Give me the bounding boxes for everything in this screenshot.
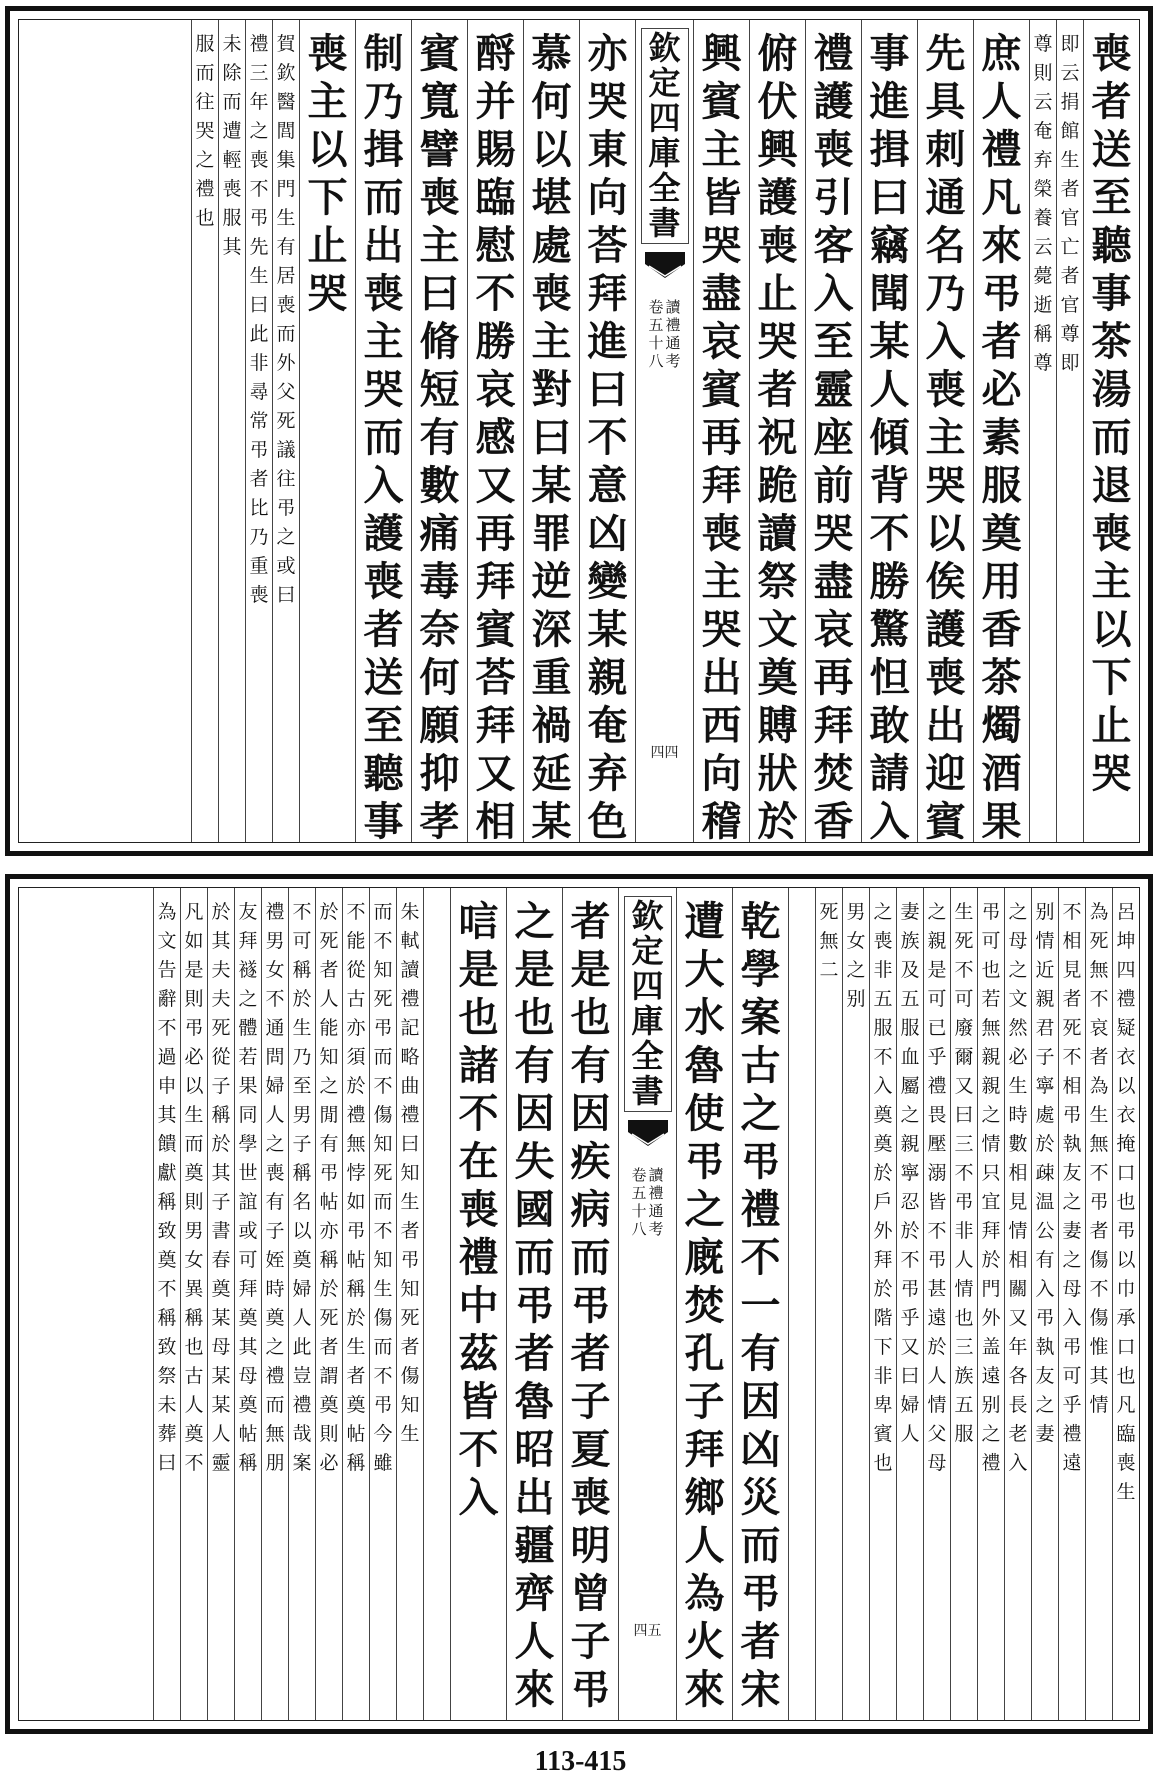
annotation-column: 死 無 二 [815, 888, 842, 1720]
main-text-column: 庶 人 禮 凡 來 弔 者 必 素 服 奠 用 香 茶 燭 酒 果 [973, 20, 1029, 842]
blank-column [423, 888, 450, 1720]
volume-label [648, 298, 680, 370]
main-text-column: 賓 寬 譬 喪 主 曰 脩 短 有 數 痛 毒 奈 何 願 抑 孝 [411, 20, 467, 842]
annotation-column: 服 而 往 哭 之 禮 也 [191, 20, 218, 842]
annotation-column: 即 云 捐 館 生 者 官 亡 者 官 尊 即 [1056, 20, 1083, 842]
page-reference: 113-415 [534, 1746, 627, 1777]
main-text-column: 乾 學 案 古 之 弔 禮 不 一 有 因 凶 災 而 弔 者 宋 [732, 888, 788, 1720]
annotation-column: 之 喪 非 五 服 不 入 奠 奠 於 戶 外 拜 於 階 下 非 卑 賓 也 [869, 888, 896, 1720]
annotation-column: 為 文 告 辭 不 過 申 其 饋 獻 稱 致 奠 不 稱 致 祭 未 葬 曰 [153, 888, 180, 1720]
annotation-column: 於 其 夫 夫 死 從 子 稱 於 其 子 書 春 奠 某 母 某 某 人 靈 [207, 888, 234, 1720]
annotation-column: 男 女 之 别 [842, 888, 869, 1720]
annotation-column: 妻 族 及 五 服 血 屬 之 親 寧 忍 於 不 弔 乎 又 曰 婦 人 [896, 888, 923, 1720]
main-text-column: 事 進 揖 曰 竊 聞 某 人 傾 背 不 勝 驚 怛 敢 請 入 [861, 20, 917, 842]
annotation-column: 凡 如 是 則 弔 必 以 生 而 奠 則 男 女 異 稱 也 古 人 奠 不 [180, 888, 207, 1720]
annotation-column: 禮 男 女 不 通 問 婦 人 之 喪 有 子 姪 時 奠 之 禮 而 無 朋 [261, 888, 288, 1720]
main-text-column: 者 是 也 有 因 疾 病 而 弔 者 子 夏 喪 明 曾 子 弔 [562, 888, 618, 1720]
annotation-column: 别 情 近 親 君 子 寧 處 於 疎 温 公 有 入 弔 執 友 之 妻 [1031, 888, 1058, 1720]
annotation-column: 友 拜 襚 之 體 若 果 同 學 世 誼 或 可 拜 奠 其 母 奠 帖 稱 [234, 888, 261, 1720]
annotation-column: 未 除 而 遭 輕 喪 服 其 [218, 20, 245, 842]
annotation-column: 而 不 知 死 弔 而 不 傷 知 死 而 不 知 生 傷 而 不 弔 今 雖 [369, 888, 396, 1720]
annotation-column: 之 親 是 可 已 乎 禮 畏 壓 溺 皆 不 弔 甚 遠 於 人 情 父 母 [923, 888, 950, 1720]
volume-label [631, 1166, 663, 1238]
center-fold-band [635, 20, 693, 842]
main-text-column: 興 賓 主 皆 哭 盡 哀 賓 再 拜 喪 主 哭 出 西 向 稽 [693, 20, 749, 842]
main-text-column: 制 乃 揖 而 出 喪 主 哭 而 入 護 喪 者 送 至 聽 事 [355, 20, 411, 842]
lower-page-columns [18, 887, 1140, 1721]
annotation-column: 禮 三 年 之 喪 不 弔 先 生 曰 此 非 尋 常 弔 者 比 乃 重 喪 [245, 20, 272, 842]
annotation-column: 為 死 無 不 哀 者 為 生 無 不 弔 者 傷 不 傷 惟 其 情 [1085, 888, 1112, 1720]
annotation-column: 之 母 之 文 然 必 生 時 數 相 見 情 相 關 又 年 各 長 老 入 [1004, 888, 1031, 1720]
annotation-column: 不 能 從 古 亦 須 於 禮 無 悖 如 弔 帖 稱 於 生 者 奠 帖 稱 [342, 888, 369, 1720]
main-text-column: 亦 哭 東 向 荅 拜 進 曰 不 意 凶 變 某 親 奄 弃 色 [579, 20, 635, 842]
annotation-column: 朱 軾 讀 禮 記 略 曲 禮 曰 知 生 者 弔 知 死 者 傷 知 生 [396, 888, 423, 1720]
annotation-column: 生 死 不 可 廢 爾 又 曰 三 不 弔 非 人 情 也 三 族 五 服 [950, 888, 977, 1720]
center-fold-band [618, 888, 676, 1720]
main-text-column: 喪 主 以 下 止 哭 [299, 20, 355, 842]
volume-chapter: 卷 五 十 八 [648, 298, 664, 370]
fishtail-mark-icon [626, 1118, 670, 1148]
main-text-column: 喪 者 送 至 聽 事 茶 湯 而 退 喪 主 以 下 止 哭 [1083, 20, 1139, 842]
collection-title: 欽 定 四 庫 全 書 [624, 896, 672, 1112]
fishtail-mark-icon [643, 250, 687, 280]
volume-chapter: 卷 五 十 八 [631, 1166, 647, 1238]
upper-page-columns [18, 19, 1140, 843]
collection-title: 欽 定 四 庫 全 書 [641, 28, 689, 244]
main-text-column: 慕 何 以 堪 處 喪 主 對 曰 某 罪 逆 深 重 禍 延 某 [523, 20, 579, 842]
folio-number: 四四 [650, 745, 679, 761]
main-text-column: 唁 是 也 諸 不 在 喪 禮 中 茲 皆 不 入 [450, 888, 506, 1720]
main-text-column: 酹 并 賜 臨 慰 不 勝 哀 感 又 再 拜 賓 荅 拜 又 相 [467, 20, 523, 842]
blank-column [788, 888, 815, 1720]
main-text-column: 遭 大 水 魯 使 弔 之 廐 焚 孔 子 拜 鄉 人 為 火 來 [676, 888, 732, 1720]
annotation-column: 不 可 稱 於 生 乃 至 男 子 稱 名 以 奠 婦 人 此 豈 禮 哉 案 [288, 888, 315, 1720]
annotation-column: 弔 可 也 若 無 親 親 之 情 只 宜 拜 於 門 外 盖 遠 别 之 禮 [977, 888, 1004, 1720]
folio-number: 四五 [633, 1623, 662, 1639]
annotation-column: 於 死 者 人 能 知 之 閒 有 弔 帖 亦 稱 於 死 者 謂 奠 則 必 [315, 888, 342, 1720]
volume-book-title: 讀 禮 通 考 [665, 298, 681, 370]
annotation-column: 不 相 見 者 死 不 相 弔 執 友 之 妻 之 母 入 弔 可 乎 禮 遠 [1058, 888, 1085, 1720]
main-text-column: 禮 護 喪 引 客 入 至 靈 座 前 哭 盡 哀 再 拜 焚 香 [805, 20, 861, 842]
annotation-column: 尊 則 云 奄 弃 榮 養 云 薨 逝 稱 尊 [1029, 20, 1056, 842]
main-text-column: 俯 伏 興 護 喪 止 哭 者 祝 跪 讀 祭 文 奠 賻 狀 於 [749, 20, 805, 842]
upper-page [5, 6, 1153, 856]
main-text-column: 先 具 刺 通 名 乃 入 喪 主 哭 以 俟 護 喪 出 迎 賓 [917, 20, 973, 842]
annotation-column: 賀 欽 醫 閭 集 門 生 有 居 喪 而 外 父 死 議 往 弔 之 或 曰 [272, 20, 299, 842]
lower-page [5, 874, 1153, 1734]
annotation-column: 呂 坤 四 禮 疑 衣 以 衣 掩 口 也 弔 以 巾 承 口 也 凡 臨 喪 生 [1112, 888, 1139, 1720]
main-text-column: 之 是 也 有 因 失 國 而 弔 者 魯 昭 出 疆 齊 人 來 [506, 888, 562, 1720]
volume-book-title: 讀 禮 通 考 [648, 1166, 664, 1238]
